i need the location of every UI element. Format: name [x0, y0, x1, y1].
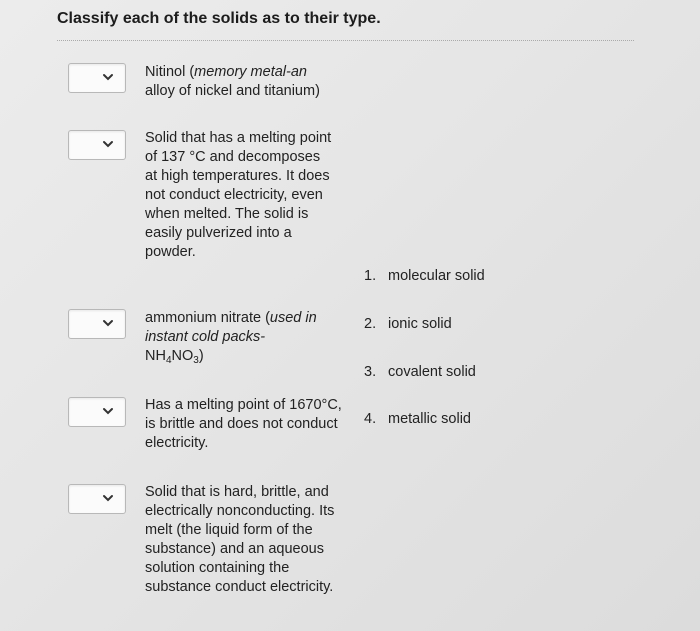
answer-label: metallic solid	[388, 411, 471, 427]
answer-label: ionic solid	[388, 316, 452, 332]
item-5-description	[145, 483, 340, 597]
chevron-down-icon	[101, 70, 115, 84]
answer-number: 2.	[364, 316, 377, 332]
chevron-down-icon	[101, 316, 115, 330]
answer-option-2	[364, 316, 452, 332]
item-2-text: Solid that has a melting point of 137 °C and decomposes at high temperatures. It does not conduct electricity, even when melted. The solid is easily pulverized into a powder.	[145, 130, 332, 260]
answer-number: 4.	[364, 411, 377, 427]
answer-option-4	[364, 411, 471, 427]
chevron-down-icon	[101, 491, 115, 505]
item-4-type-select[interactable]	[68, 397, 126, 427]
item-1-text-a: Nitinol (	[145, 64, 195, 80]
item-3-description	[145, 309, 340, 366]
item-5-type-select[interactable]	[68, 484, 126, 514]
item-2-description	[145, 129, 335, 262]
answer-option-1	[364, 268, 485, 284]
item-3-type-select[interactable]	[68, 309, 126, 339]
item-3-formula: $NH_4NO_3$)	[145, 348, 204, 366]
item-1-text-c: alloy of nickel and titanium)	[145, 83, 320, 99]
chevron-down-icon	[101, 137, 115, 151]
item-1-type-select[interactable]	[68, 63, 126, 93]
answer-number: 1.	[364, 268, 377, 284]
question-title: Classify each of the solids as to their type.	[57, 10, 381, 27]
item-2-type-select[interactable]	[68, 130, 126, 160]
item-1-description	[145, 63, 345, 101]
divider	[57, 40, 634, 41]
item-5-text: Solid that is hard, brittle, and electrically nonconducting. Its melt (the liquid form of the substance) and an aqueous solution containing the substance conduct electricity.	[145, 484, 335, 595]
item-4-description	[145, 396, 345, 453]
answer-label: molecular solid	[388, 268, 485, 284]
item-3-prefix: ammonium nitrate (	[145, 310, 270, 326]
answer-number: 3.	[364, 364, 377, 380]
answer-option-3	[364, 364, 476, 380]
answer-label: covalent solid	[388, 364, 476, 380]
item-4-text: Has a melting point of 1670°C, is brittle and does not conduct electricity.	[145, 397, 342, 451]
item-1-text-b: memory metal-an	[194, 64, 307, 80]
chevron-down-icon	[101, 404, 115, 418]
item-3-italic: used in instant cold packs-	[145, 310, 317, 345]
